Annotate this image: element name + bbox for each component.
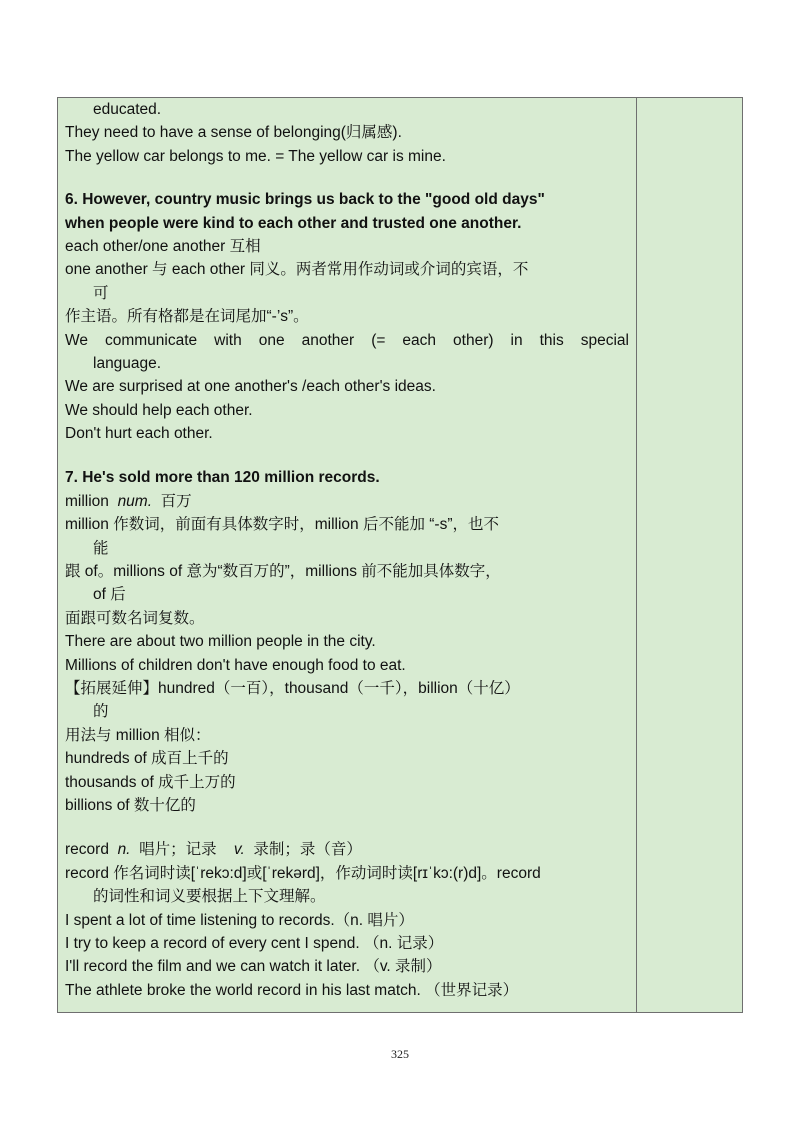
text-line: The yellow car belongs to me. = The yellow car is mine. — [65, 147, 446, 165]
spacer — [65, 817, 629, 838]
part-of-speech: v. — [233, 841, 245, 859]
text-line: The athlete broke the world record in his last match. （世界记录） — [65, 981, 519, 999]
text-line: They need to have a sense of belonging(归属感). — [65, 124, 402, 142]
text-line: million 作数词，前面有具体数字时，million 后不能加 “-s”，也不 — [65, 516, 500, 534]
meaning: 唱片；记录 — [139, 841, 217, 859]
text-line: hundreds of 成百上千的 — [65, 750, 229, 768]
text-line: 能 — [93, 539, 109, 557]
text-line: I try to keep a record of every cent I spend. （n. 记录） — [65, 934, 444, 952]
notes-table — [57, 97, 743, 1013]
notes-cell — [58, 98, 637, 1012]
word: each — [402, 331, 437, 349]
empty-side-cell — [637, 98, 742, 1012]
spacer — [65, 445, 629, 466]
text-line: of 后 — [93, 586, 126, 604]
text-line: thousands of 成千上万的 — [65, 773, 236, 791]
text-line: billions of 数十亿的 — [65, 796, 196, 814]
section-heading-7: 7. He's sold more than 120 million records. — [65, 469, 380, 487]
text-line: each other/one another 互相 — [65, 237, 261, 255]
text-line: educated. — [93, 101, 162, 118]
text-line: I spent a lot of time listening to records.（n. 唱片） — [65, 911, 414, 929]
text-line: 【拓展延伸】hundred（一百），thousand（一千），billion（十亿） — [65, 679, 520, 697]
word: other) — [453, 331, 494, 349]
meaning: 百万 — [160, 492, 192, 510]
word: this — [539, 331, 564, 349]
word: We — [65, 331, 88, 349]
text-line: record 作名词时读[ˈrekɔ:d]或[ˈrekərd]，作动词时读[rɪˈkɔ:(r)d]。record — [65, 864, 541, 882]
section-heading-6-cont: when people were kind to each other and trusted one another. — [65, 214, 522, 232]
text-line — [65, 490, 629, 513]
text-line: Millions of children don't have enough food to eat. — [65, 656, 406, 674]
text-line: language. — [93, 354, 162, 372]
text-line: We are surprised at one another's /each other's ideas. — [65, 378, 436, 396]
text-line: 用法与 million 相似： — [65, 726, 211, 744]
text-line: 的词性和词义要根据上下文理解。 — [93, 888, 326, 906]
text-line: 的 — [93, 703, 109, 721]
text-line: There are about two million people in the city. — [65, 633, 376, 651]
text-line: 跟 of。millions of 意为“数百万的”，millions 前不能加具体数字， — [65, 563, 501, 581]
section-heading-6: 6. However, country music brings us back to the "good old days" — [65, 191, 545, 209]
term: million — [65, 492, 109, 510]
word: one — [258, 331, 285, 349]
text-line: 面跟可数名词复数。 — [65, 609, 205, 627]
page-number: 325 — [391, 1047, 409, 1061]
word: (= — [371, 331, 386, 349]
spacer — [65, 168, 629, 188]
word: special — [580, 331, 629, 349]
part-of-speech: num. — [117, 492, 153, 510]
word: another — [301, 331, 355, 349]
text-line — [65, 838, 629, 861]
text-line: 作主语。所有格都是在词尾加“-’s”。 — [65, 308, 309, 326]
justified-line — [65, 329, 629, 352]
meaning: 录制；录（音） — [253, 841, 362, 859]
word: communicate — [104, 331, 198, 349]
text-line: We should help each other. — [65, 401, 253, 419]
text-line: one another 与 each other 同义。两者常用作动词或介词的宾语，不 — [65, 261, 529, 279]
part-of-speech: n. — [117, 841, 131, 859]
term: record — [65, 841, 109, 859]
text-line: I'll record the film and we can watch it later. （v. 录制） — [65, 958, 442, 976]
text-line: 可 — [93, 284, 109, 302]
text-line: Don't hurt each other. — [65, 425, 213, 443]
word: with — [214, 331, 242, 349]
word: in — [510, 331, 523, 349]
